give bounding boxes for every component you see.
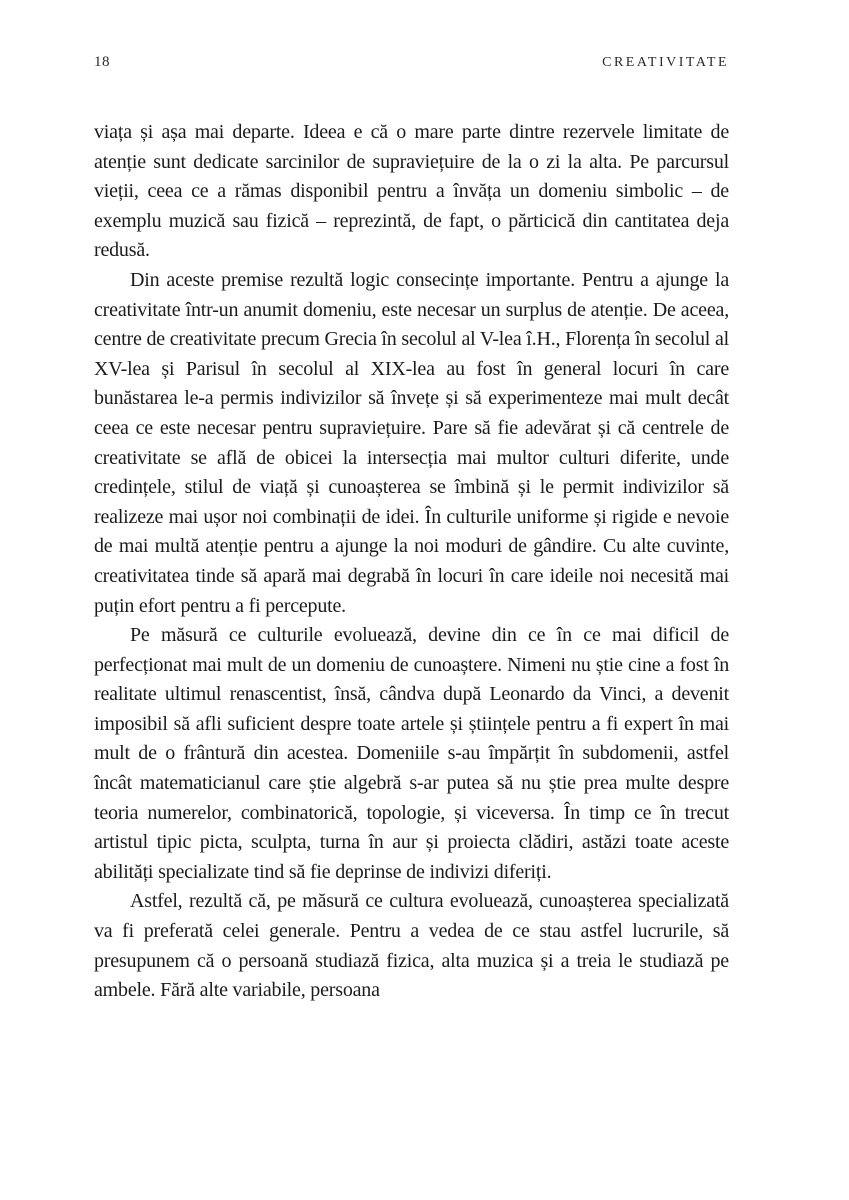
running-title: CREATIVITATE: [602, 55, 729, 70]
page-body: [94, 118, 729, 1006]
paragraph: Din aceste premise rezultă logic consecințe importante. Pentru a ajunge la creativitate într-un anumit domeniu, este necesar un surplus de atenție. De aceea, centre de creativitate precum Grecia în secolul al V-lea î.H., Florența în secolul al XV-lea și Parisul în secolul al XIX-lea au fost în general locuri în care bunăstarea le-a permis indivizilor să învețe și să experimenteze mai mult decât ceea ce este necesar pentru supraviețuire. Pare să fie adevărat și că centrele de creativitate se află de obicei la intersecția mai multor culturi diferite, unde credințele, stilul de viață și cunoașterea se îmbină și le permit indivizilor să realizeze mai ușor noi combinații de idei. În culturile uniforme și rigide e nevoie de mai multă atenție pentru a ajunge la noi moduri de gândire. Cu alte cuvinte, creativitatea tinde să apară mai degrabă în locuri în care ideile noi necesită mai puțin efort pentru a fi percepute.: [94, 268, 729, 617]
paragraph: Pe măsură ce culturile evoluează, devine din ce în ce mai dificil de perfecționat mai mult de un domeniu de cunoaștere. Nimeni nu știe cine a fost în realitate ultimul renascentist, însă, cândva după Leonardo da Vinci, a devenit imposibil să afli suficient despre toate artele și științele pentru a fi expert în mai mult de o frântură din acestea. Domeniile s-au împărțit în subdomenii, astfel încât matematicianul care știe algebră s-ar putea să nu știe prea multe despre teoria numerelor, combinatorică, topologie, și viceversa. În timp ce în trecut artistul tipic picta, sculpta, turna în aur și proiecta clădiri, astăzi toate aceste abilități specializate tind să fie deprinse de indivizi diferiți.: [94, 624, 729, 883]
paragraph: viața și așa mai departe. Ideea e că o mare parte dintre rezervele limitate de atenție sunt dedicate sarcinilor de supraviețuire de la o zi la alta. Pe parcursul vieții, ceea ce a rămas disponibil pentru a învăța un domeniu simbolic – de exemplu muzică sau fizică – reprezintă, de fapt, o părticică din cantitatea deja redusă.: [94, 121, 729, 262]
page-number: 18: [94, 54, 110, 70]
paragraph: Astfel, rezultă că, pe măsură ce cultura evoluează, cunoașterea specializată va fi preferată celei generale. Pentru a vedea de ce stau astfel lucrurile, să presupunem că o persoană studiază fizica, alta muzica și a treia le studiază pe ambele. Fără alte variabile, persoana: [94, 890, 729, 1002]
page-header: [94, 54, 729, 71]
